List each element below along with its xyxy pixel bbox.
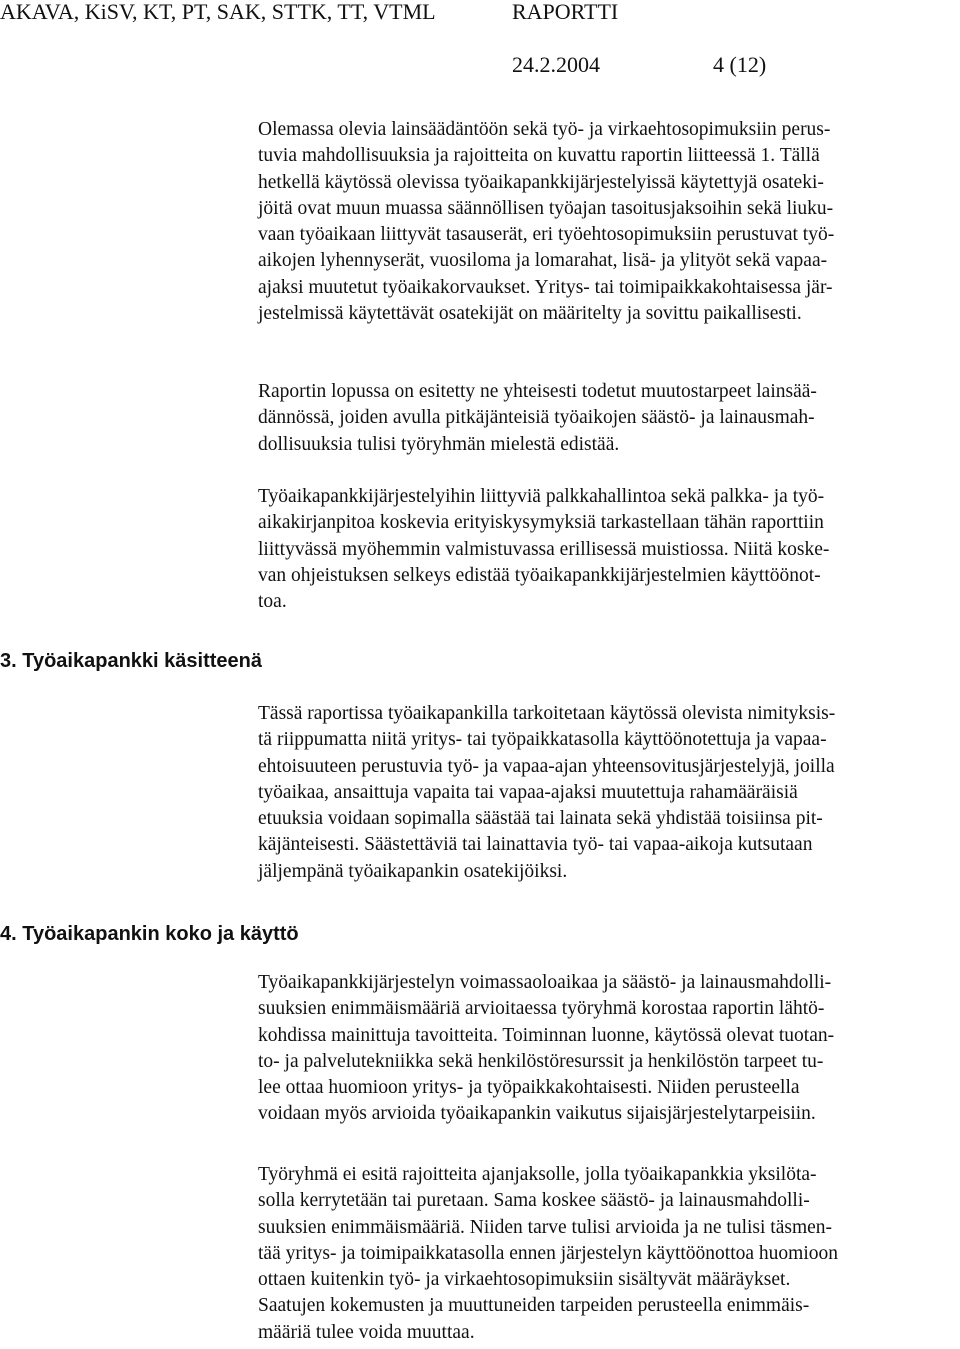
- paragraph-line: Olemassa olevia lainsäädäntöön sekä työ- ja virkaehtosopimuksiin perus-: [258, 119, 831, 140]
- paragraph-line: käjänteisesti. Säästettäviä tai lainattavia työ- tai vapaa-aikoja kutsutaan: [258, 834, 813, 856]
- paragraph-line: Saatujen kokemusten ja muuttuneiden tarpeiden perusteella enimmäis-: [258, 1295, 810, 1317]
- paragraph-line: to- ja palvelutekniikka sekä henkilöstöresurssit ja henkilöstön tarpeet tu-: [258, 1050, 824, 1072]
- paragraph-line: dännössä, joiden avulla pitkäjänteisiä työaikojen säästö- ja lainausmah-: [258, 407, 815, 429]
- paragraph-line: hetkellä käytössä olevissa työaikapankkijärjestelyissä käytettyjä osateki-: [258, 171, 824, 193]
- paragraph-line: vaan työaikaan liittyvät tasauserät, eri työehtosopimuksiin perustuvat työ-: [258, 224, 835, 246]
- paragraph-line: Työryhmä ei esitä rajoitteita ajanjaksolle, jolla työaikapankkia yksilöta-: [258, 1164, 817, 1185]
- paragraph-line: voidaan myös arvioida työaikapankin vaikutus sijaisjärjestelytarpeisiin.: [258, 1103, 816, 1125]
- paragraph-line: Tässä raportissa työaikapankilla tarkoitetaan käytössä olevista nimityksis-: [258, 703, 836, 724]
- paragraph-line: jöitä ovat muun muassa säännöllisen työajan tasoitusjaksoihin sekä liuku-: [258, 197, 834, 219]
- paragraph-line: jestelmissä käytettävät osatekijät on määritelty ja sovittu paikallisesti.: [258, 303, 802, 325]
- section-heading-3: 3. Työaikapankki käsitteenä: [0, 650, 262, 672]
- paragraph-line: tuvia mahdollisuuksia ja rajoitteita on kuvattu raportin liitteessä 1. Tällä: [258, 145, 820, 167]
- paragraph-line: aikojen lyhennyserät, vuosiloma ja lomarahat, lisä- ja ylityöt sekä vapaa-: [258, 250, 828, 272]
- paragraph-line: ottaen kuitenkin työ- ja virkaehtosopimuksiin sisältyvät määräykset.: [258, 1269, 791, 1291]
- paragraph-line: määriä tulee voida muuttaa.: [258, 1321, 475, 1343]
- paragraph-line: van ohjeistuksen selkeys edistää työaikapankkijärjestelmien käyttöönot-: [258, 564, 821, 586]
- body-paragraph: [258, 379, 960, 458]
- paragraph-line: suuksien enimmäismääriä arvioitaessa työryhmä korostaa raportin lähtö-: [258, 998, 825, 1020]
- paragraph-line: tä riippumatta niitä yritys- tai työpaikkatasolla käyttöönotettuja ja vapaa-: [258, 729, 827, 751]
- paragraph-line: ehtoisuuteen perustuvia työ- ja vapaa-ajan yhteensovitusjärjestelyjä, joilla: [258, 755, 835, 777]
- paragraph-line: suuksien enimmäismääriä. Niiden tarve tulisi arvioida ja ne tulisi täsmen-: [258, 1216, 833, 1238]
- paragraph-line: liittyvässä myöhemmin valmistuvassa erillisessä muistiossa. Niitä koske-: [258, 538, 830, 560]
- body-paragraph: [258, 117, 960, 327]
- paragraph-line: solla kerrytetään tai puretaan. Sama koskee säästö- ja lainausmahdolli-: [258, 1190, 810, 1212]
- paragraph-line: työaikaa, ansaittuja vapaita tai vapaa-ajaksi muutettuja rahamääräisiä: [258, 781, 798, 803]
- body-paragraph: [258, 484, 960, 615]
- body-paragraph: [258, 701, 960, 885]
- header-page-number: 4 (12): [713, 52, 767, 77]
- body-paragraph: [258, 970, 960, 1128]
- paragraph-line: jäljempänä työaikapankin osatekijöiksi.: [258, 860, 568, 882]
- section-heading-4: 4. Työaikapankin koko ja käyttö: [0, 923, 299, 945]
- paragraph-line: kohdissa mainittuja tavoitteita. Toiminnan luonne, käytössä olevat tuotan-: [258, 1024, 835, 1046]
- header-document-type: RAPORTTI: [512, 0, 619, 24]
- paragraph-line: dollisuuksia tulisi työryhmän mielestä edistää.: [258, 433, 620, 455]
- header-date: 24.2.2004: [512, 52, 600, 77]
- paragraph-line: etuuksia voidaan sopimalla säästää tai lainata sekä yhdistää toisiinsa pit-: [258, 808, 823, 830]
- paragraph-line: tää yritys- ja toimipaikkatasolla ennen järjestelyn käyttöönottoa huomioon: [258, 1242, 838, 1264]
- paragraph-line: toa.: [258, 591, 287, 613]
- paragraph-line: aikakirjanpitoa koskevia erityiskysymyksiä tarkastellaan tähän raporttiin: [258, 512, 824, 534]
- header-organizations: AKAVA, KiSV, KT, PT, SAK, STTK, TT, VTML: [0, 0, 436, 24]
- body-paragraph: [258, 1162, 960, 1346]
- paragraph-line: lee ottaa huomioon yritys- ja työpaikkakohtaisesti. Niiden perusteella: [258, 1077, 800, 1099]
- paragraph-line: Työaikapankkijärjestelyn voimassaoloaikaa ja säästö- ja lainausmahdolli-: [258, 972, 832, 993]
- paragraph-line: ajaksi muutetut työaikakorvaukset. Yritys- tai toimipaikkakohtaisessa jär-: [258, 276, 833, 298]
- paragraph-line: Työaikapankkijärjestelyihin liittyviä palkkahallintoa sekä palkka- ja työ-: [258, 486, 825, 507]
- paragraph-line: Raportin lopussa on esitetty ne yhteisesti todetut muutostarpeet lainsää-: [258, 381, 817, 402]
